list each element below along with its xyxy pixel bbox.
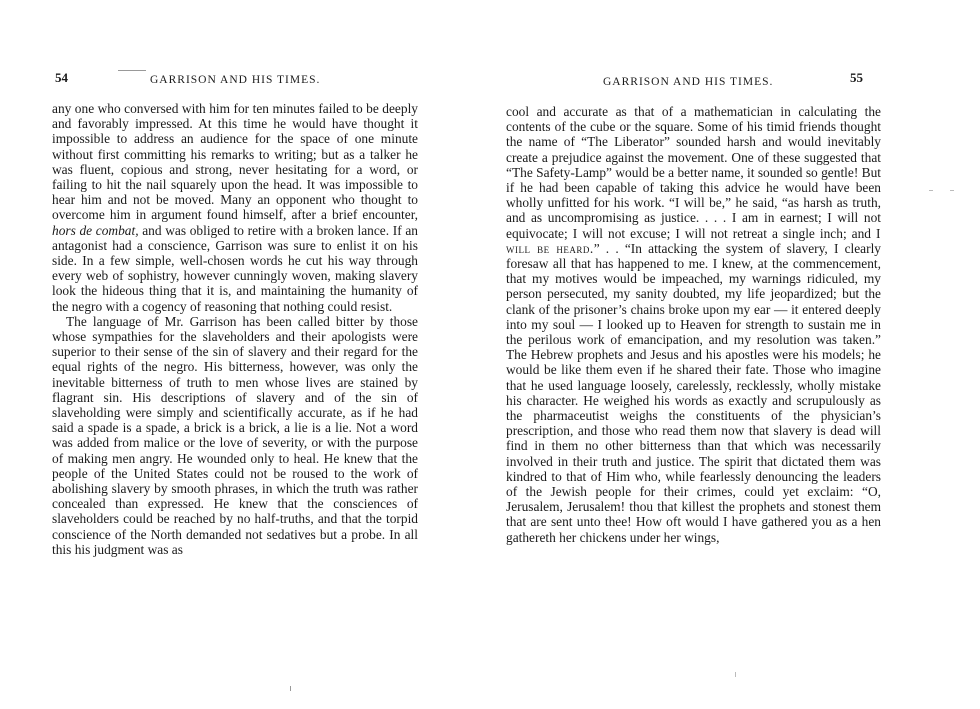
- right-page-number: 55: [850, 70, 863, 85]
- right-page: [490, 0, 980, 709]
- left-page-number: 54: [55, 70, 68, 85]
- small-caps-quote: I will be heard.: [506, 225, 881, 256]
- paragraph-1-text: any one who conversed with him for ten minutes failed to be deeply and favorably impressed. At this time he would have thought it impossible to address an audience for the space of one minute without first committing his remarks to writing; but as a talker he was fluent, copious and strong, never hesitating for a word, or failing to hit the nail squarely upon the head. It was impossible to hear him and not be moved. Many an opponent who thought to overcome him in argument found himself, after a brief encounter,: [52, 101, 418, 223]
- scan-speck: [950, 190, 954, 191]
- paragraph-3: [506, 104, 881, 545]
- right-running-head: GARRISON AND HIS TIMES.: [603, 76, 774, 88]
- scan-speck: [290, 686, 291, 691]
- header-rule: [118, 70, 146, 71]
- paragraph-1: [52, 101, 418, 314]
- scan-speck: [929, 190, 933, 191]
- paragraph-2: The language of Mr. Garrison has been called bitter by those whose sympathies for the slaveholders and their apologists were superior to their sense of the sin of slavery and their regard for the equal rights of the negro. His bitterness, however, was only the inevitable bitterness of truth to men whose lives are stained by flagrant sin. His descriptions of slavery and of the sin of slaveholding were simply and scientifically accurate, as if he had said a spade is a spade, a brick is a brick, a lie is a lie. Not a word was added from malice or the love of severity, or with the purpose of making men angry. He wounded only to heal. He knew that the people of the United States could not be roused to the work of abolishing slavery by smooth phrases, in which the truth was rather concealed than expressed. He knew that the consciences of slaveholders could be reached by no half-truths, and that the torpid conscience of the North demanded not sedatives but a probe. In all this his judgment was as: [52, 313, 418, 557]
- right-body-text: [506, 104, 881, 545]
- paragraph-1-continuation: and was obliged to retire with a broken lance. If an antagonist had a conscience, Garrison was sure to enlist it on his side. In a few simple, well-chosen words he cut his way through every web of sophistry, however cunningly woven, making slavery look the hideous thing that it is, and maintaining the humanity of the negro with a cogency of reasoning that nothing could resist.: [52, 222, 418, 314]
- left-running-head: GARRISON AND HIS TIMES.: [150, 74, 321, 86]
- paragraph-3-continuation: ” . . “In attacking the system of slavery, I clearly foresaw all that has happened to me. I knew, at the commencement, that my motives would be impeached, my warnings ridiculed, my person persecuted, my sanity doubted, my life jeopardized; but the clank of the prisoner’s chains broke upon my ear — it entered deeply into my soul — I looked up to Heaven for strength to sustain me in the perilous work of emancipation, and my resolution was taken.” The Hebrew prophets and Jesus and his apostles were his models; he would be like them even if he shared their fate. Those who imagine that he used language loosely, carelessly, recklessly, wholly mistake his character. He weighed his words as exactly and scrupulously as the pharmaceutist weighs the constituents of the physician’s prescription, and those who read them now that slavery is dead will find in them no other bitterness than that which was necessarily involved in their truth and justice. The spirit that dictated them was kindred to that of Him who, while fearlessly denouncing the leaders of the Jewish people for their crimes, could yet exclaim: “O, Jerusalem, Jerusalem! thou that killest the prophets and stonest them that are sent unto thee! How oft would I have gathered you as a hen gathereth her chickens under her wings,: [506, 240, 881, 545]
- scan-speck: [735, 672, 736, 677]
- paragraph-3-text: cool and accurate as that of a mathematician in calculating the contents of the cube or the square. Some of his timid friends thought the name of “The Liberator” sounded harsh and would inevitably create a prejudice against the movement. One of these suggested that “The Safety-Lamp” would be a better name, it sounded so gentle! But if he had been capable of taking this advice he would have been wholly unfitted for his work. “I will be,” he said, “as harsh as truth, and as uncompromising as justice. . . . I am in earnest; I will not equivocate; I will not excuse; I will not retreat a single inch; and: [506, 104, 881, 241]
- left-body-text: [52, 101, 418, 557]
- italic-phrase: hors de combat,: [52, 222, 139, 238]
